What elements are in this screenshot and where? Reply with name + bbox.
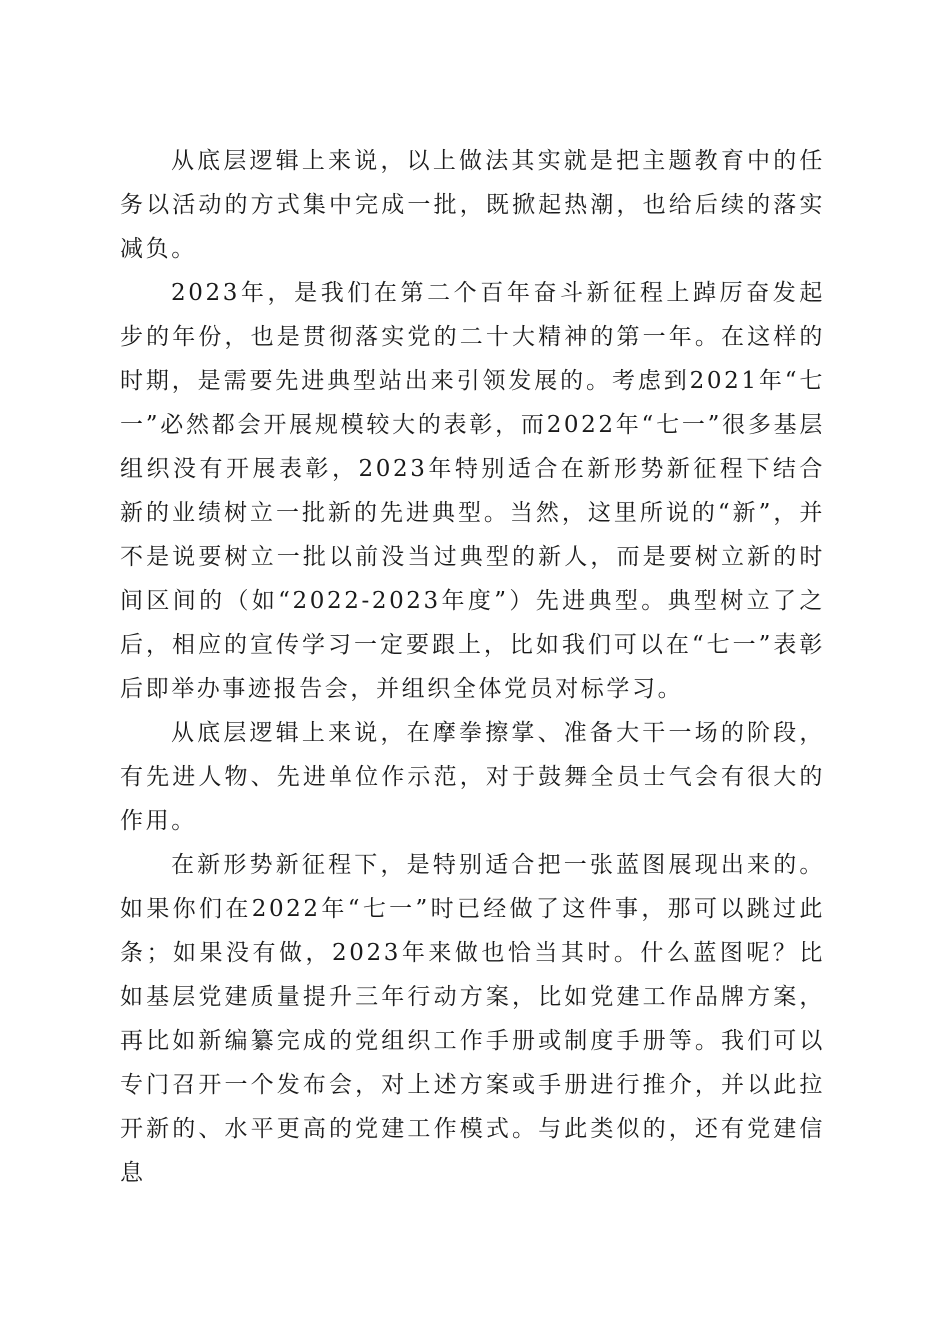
paragraph-4: 在新形势新征程下，是特别适合把一张蓝图展现出来的。如果你们在2022年“七一”时已经做了这件事，那可以跳过此条；如果没有做，2023年来做也恰当其时。什么蓝图呢？比如基层党建质量提升三年行动方案，比如党建工作品牌方案，再比如新编纂完成的党组织工作手册或制度手册等。我们可以专门召开一个发布会，对上述方案或手册进行推介，并以此拉开新的、水平更高的党建工作模式。与此类似的，还有党建信息	[120, 852, 825, 1186]
paragraph-3: 从底层逻辑上来说，在摩拳擦掌、准备大干一场的阶段，有先进人物、先进单位作示范，对于鼓舞全员士气会有很大的作用。	[120, 720, 825, 834]
paragraph-2: 2023年，是我们在第二个百年奋斗新征程上踔厉奋发起步的年份，也是贯彻落实党的二十大精神的第一年。在这样的时期，是需要先进典型站出来引领发展的。考虑到2021年“七一”必然都会开展规模较大的表彰，而2022年“七一”很多基层组织没有开展表彰，2023年特别适合在新形势新征程下结合新的业绩树立一批新的先进典型。当然，这里所说的“新”，并不是说要树立一批以前没当过典型的新人，而是要树立新的时间区间的（如“2022-2023年度”）先进典型。典型树立了之后，相应的宣传学习一定要跟上，比如我们可以在“七一”表彰后即举办事迹报告会，并组织全体党员对标学习。	[120, 280, 825, 702]
paragraph-1: 从底层逻辑上来说，以上做法其实就是把主题教育中的任务以活动的方式集中完成一批，既掀起热潮，也给后续的落实减负。	[120, 148, 825, 262]
document-body	[120, 139, 825, 1195]
